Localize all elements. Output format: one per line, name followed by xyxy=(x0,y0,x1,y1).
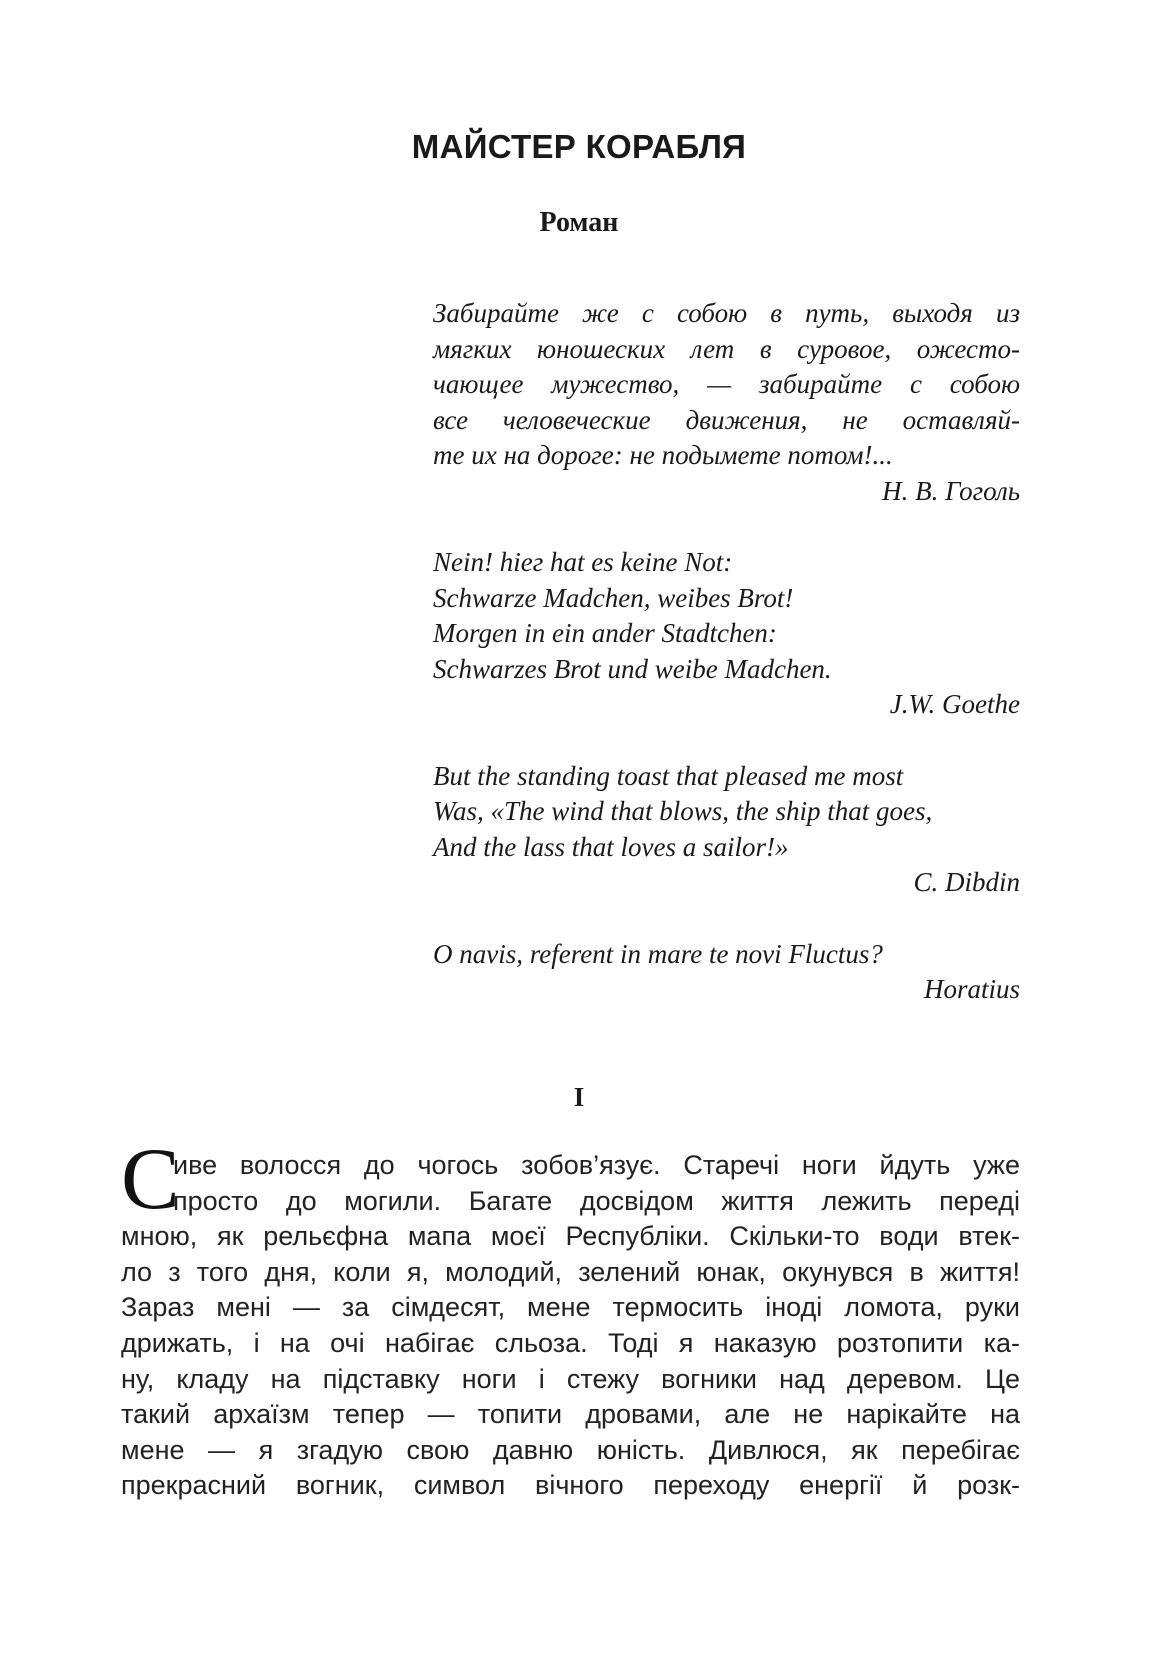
chapter-number: I xyxy=(573,1082,585,1112)
epigraph-line: Nein! hieг hat es keine Not: xyxy=(433,547,733,577)
epigraph-line: Забирайте же с собою в путь, выходя из xyxy=(433,298,1020,328)
epigraph-line: Schwarzes Brot und weibe Madchen. xyxy=(433,653,832,684)
body-line: такий архаїзм тепер — топити дровами, але не нарікайте на xyxy=(121,1399,1020,1430)
body-line: ло з того дня, коли я, молодий, зелений юнак, окунувся в життя! xyxy=(121,1256,1020,1287)
epigraph-line: мягких юношеских лет в суровое, ожесто- xyxy=(433,333,1020,364)
epigraph-line: And the lass that loves a sailor!» xyxy=(433,831,789,862)
drop-cap: С xyxy=(121,1131,180,1228)
body-line: мене — я згадую свою давню юність. Дивлюся, як перебігає xyxy=(121,1434,1020,1465)
body-line: Зараз мені — за сімдесят, мене термосить іноді ломота, руки xyxy=(121,1292,1020,1323)
body-line: мною, як рельєфна мапа моєї Республіки. Скільки-то води втек- xyxy=(121,1221,1020,1252)
epigraph-line: O navis, referent in mare te novi Fluctus? xyxy=(433,938,883,969)
epigraph-line: те их на дороге: не подымете потом!... xyxy=(433,440,893,470)
epigraph-line: Morgen in ein ander Stadtchen: xyxy=(433,618,777,648)
body-line: просто до могили. Багате досвідом життя лежить переді xyxy=(173,1185,1020,1216)
epigraph-author: Н. В. Гоголь xyxy=(882,475,1020,506)
epigraph-goethe xyxy=(433,545,1020,723)
epigraph-horatius xyxy=(433,937,1020,1008)
epigraphs-block xyxy=(433,296,1020,1008)
book-subtitle: Роман xyxy=(539,207,619,238)
epigraph-line: Schwarze Madchen, weibes Brot! xyxy=(433,582,794,613)
epigraph-line: Was, «The wind that blows, the ship that goes, xyxy=(433,796,933,826)
epigraph-author: Horatius xyxy=(923,974,1020,1004)
epigraph-author: J.W. Goethe xyxy=(889,689,1020,719)
body-line: ну, кладу на підставку ноги і стежу вогники над деревом. Це xyxy=(121,1363,1020,1394)
epigraph-dibdin xyxy=(433,759,1020,901)
epigraph-line: But the standing toast that pleased me most xyxy=(433,760,904,791)
epigraph-line: чающее мужество, — забирайте с собою xyxy=(433,369,1020,399)
body-line: дрижать, і на очі набігає сльоза. Тоді я наказую розтопити ка- xyxy=(121,1327,1020,1358)
epigraph-gogol xyxy=(433,296,1020,509)
body-line: прекрасний вогник, символ вічного переходу енергії й розк- xyxy=(121,1470,1020,1501)
body-line: иве волосся до чогось зобов’язує. Старечі ноги йдуть уже xyxy=(173,1150,1020,1180)
chapter-body xyxy=(121,1131,1020,1504)
epigraph-author: C. Dibdin xyxy=(913,867,1020,897)
book-title: МАЙСТЕР КОРАБЛЯ xyxy=(411,128,747,165)
epigraph-line: все человеческие движения, не оставляй- xyxy=(433,404,1020,435)
